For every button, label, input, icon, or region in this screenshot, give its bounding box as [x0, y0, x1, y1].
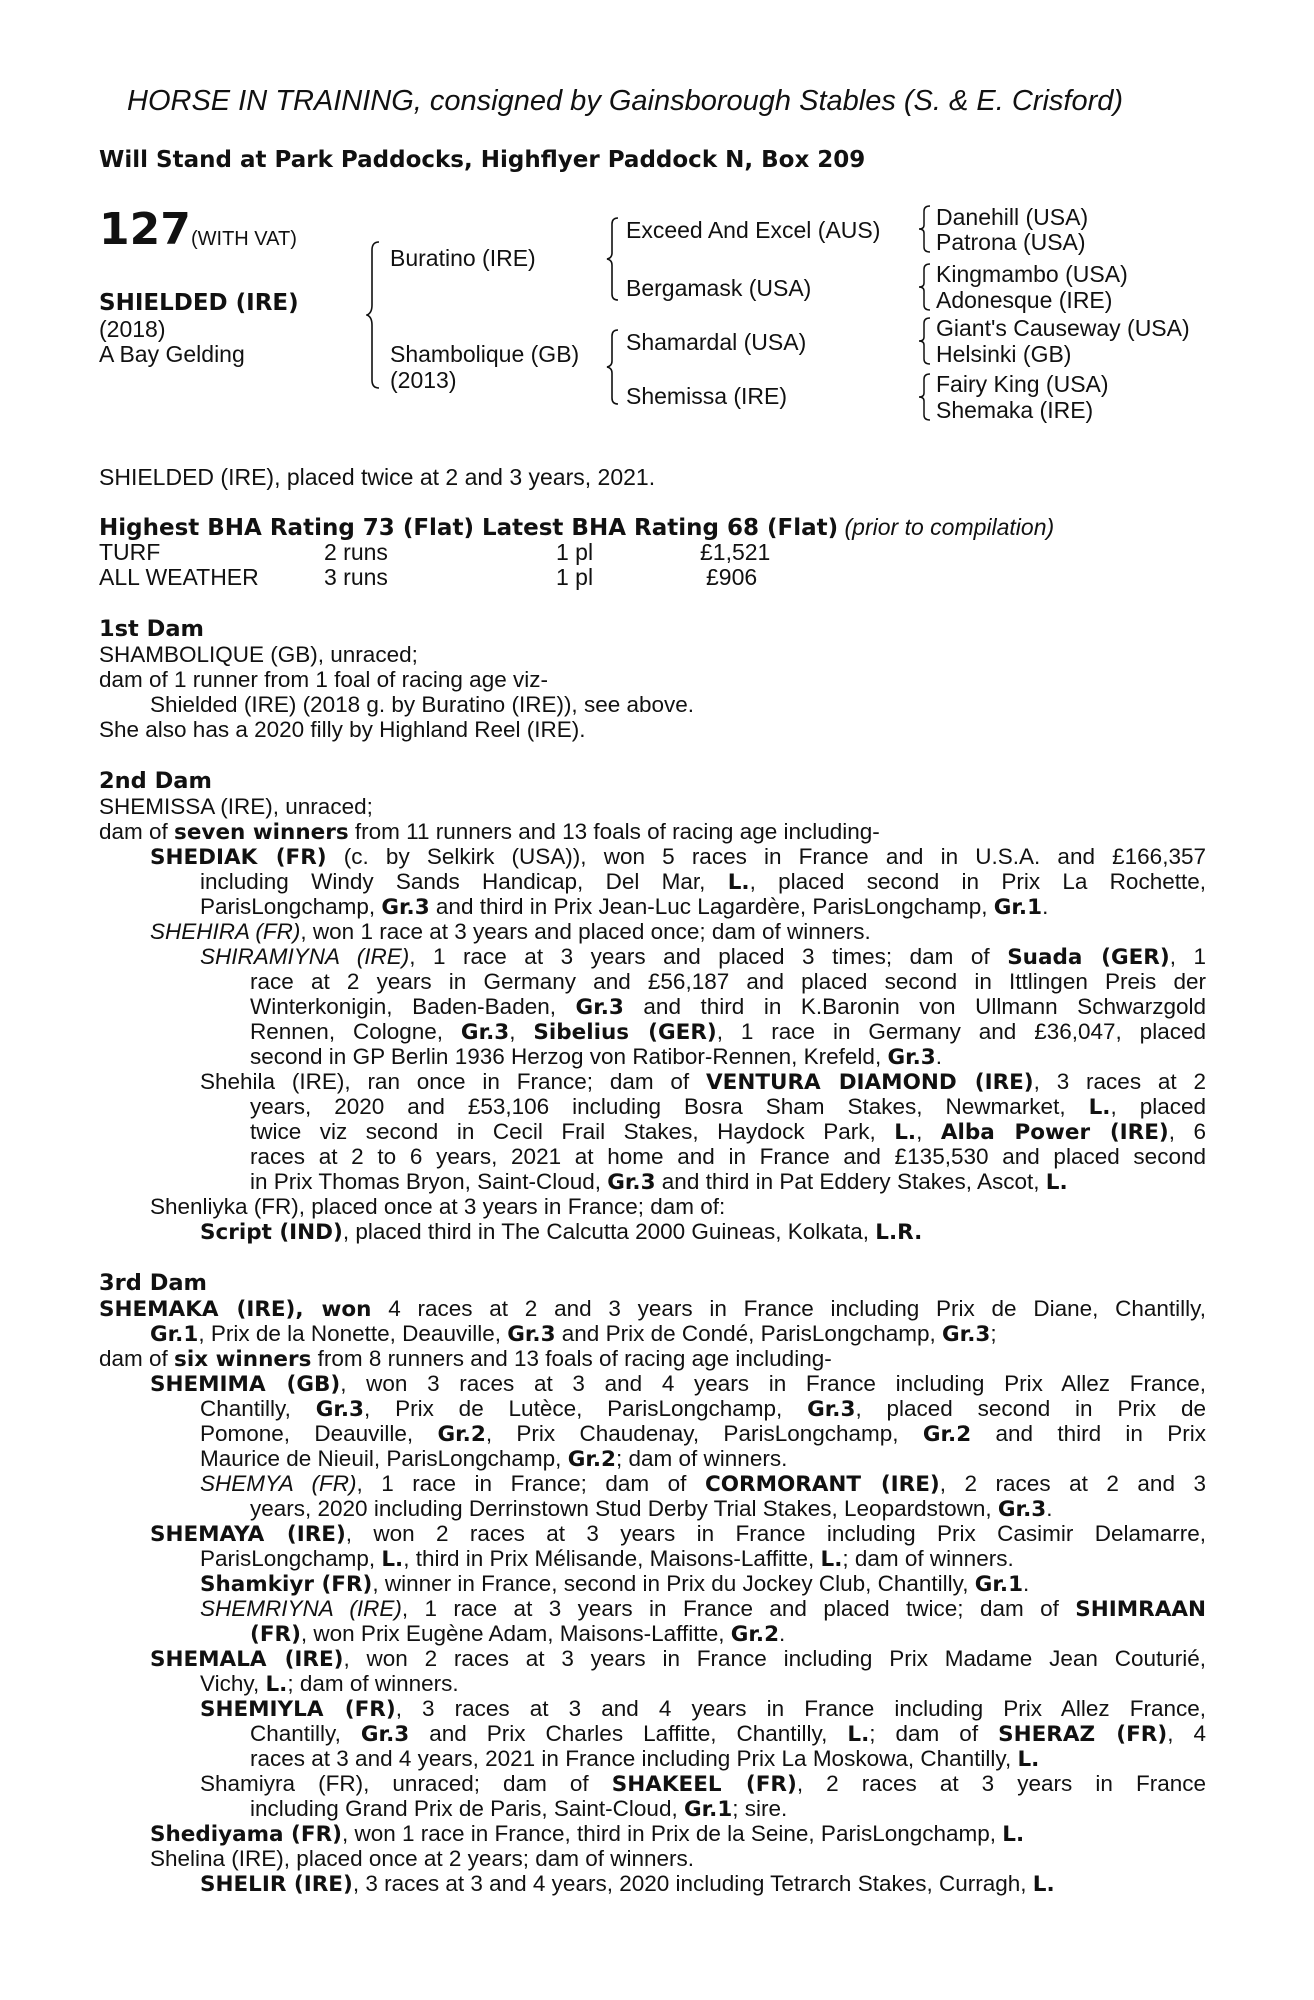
pedigree-brace-sire-dam — [366, 240, 382, 390]
second-dam-heading: 2nd Dam — [99, 768, 212, 794]
produce-entry-line: Shamiyra (FR), unraced; dam of SHAKEEL (FR), 2 races at 3 years in France — [200, 1771, 1206, 1797]
pedigree-brace-dam — [606, 328, 620, 406]
produce-entry-line: twice viz second in Cecil Frail Stakes, Haydock Park, L., Alba Power (IRE), 6 — [250, 1119, 1206, 1145]
ratings-runs-2: 3 runs — [324, 564, 388, 590]
pedigree-brace-g3 — [918, 316, 932, 366]
pedigree-ggp-8: Shemaka (IRE) — [936, 397, 1094, 423]
pedigree-ggp-4: Adonesque (IRE) — [936, 287, 1113, 313]
produce-entry-line: SHIRAMIYNA (IRE), 1 race at 3 years and placed 3 times; dam of Suada (GER), 1 — [200, 944, 1206, 970]
produce-entry-line: Script (IND), placed third in The Calcutta 2000 Guineas, Kolkata, L.R. — [200, 1219, 923, 1245]
produce-entry-line: SHELIR (IRE), 3 races at 3 and 4 years, 2020 including Tetrarch Stakes, Curragh, L. — [200, 1871, 1055, 1897]
produce-entry-line: Shenliyka (FR), placed once at 3 years in France; dam of: — [150, 1194, 726, 1219]
ratings-prize-1: £1,521 — [700, 539, 771, 565]
third-dam-line: SHEMAKA (IRE), won 4 races at 2 and 3 years in France including Prix de Diane, Chantilly, — [99, 1296, 1206, 1322]
produce-entry-line: ParisLongchamp, L., third in Prix Mélisande, Maisons-Laffitte, L.; dam of winners. — [200, 1546, 1014, 1572]
horse-description: A Bay Gelding — [99, 341, 245, 367]
produce-entry-line: Chantilly, Gr.3 and Prix Charles Laffitte, Chantilly, L.; dam of SHERAZ (FR), 4 — [250, 1721, 1206, 1747]
first-dam-line: Shielded (IRE) (2018 g. by Buratino (IRE)), see above. — [150, 692, 695, 717]
produce-entry-line: Shediyama (FR), won 1 race in France, third in Prix de la Seine, ParisLongchamp, L. — [150, 1821, 1025, 1847]
produce-entry-line: Vichy, L.; dam of winners. — [200, 1671, 459, 1697]
vat-label: (WITH VAT) — [191, 228, 297, 250]
pedigree-sire-sire: Exceed And Excel (AUS) — [626, 217, 881, 243]
third-dam-line: Gr.1, Prix de la Nonette, Deauville, Gr.3 and Prix de Condé, ParisLongchamp, Gr.3; — [150, 1321, 997, 1347]
third-dam-line: dam of six winners from 8 runners and 13 foals of racing age including- — [99, 1346, 832, 1372]
second-dam-line: SHEMISSA (IRE), unraced; — [99, 794, 373, 819]
pedigree-dam: Shambolique (GB) — [390, 341, 580, 367]
ratings-placed-1: 1 pl — [556, 539, 594, 565]
page-title: HORSE IN TRAINING, consigned by Gainsborough Stables (S. & E. Crisford) — [127, 85, 1124, 117]
produce-entry-line: Shelina (IRE), placed once at 2 years; dam of winners. — [150, 1846, 695, 1871]
pedigree-ggp-1: Danehill (USA) — [936, 204, 1089, 230]
produce-entry-line: including Windy Sands Handicap, Del Mar, L., placed second in Prix La Rochette, — [200, 869, 1206, 895]
produce-entry-line: SHEMYA (FR), 1 race in France; dam of CORMORANT (IRE), 2 races at 2 and 3 — [200, 1471, 1206, 1497]
pedigree-ggp-7: Fairy King (USA) — [936, 371, 1109, 397]
pedigree-dam-dam: Shemissa (IRE) — [626, 383, 788, 409]
pedigree-ggp-5: Giant's Causeway (USA) — [936, 315, 1190, 341]
pedigree-ggp-3: Kingmambo (USA) — [936, 261, 1128, 287]
stand-location: Will Stand at Park Paddocks, Highflyer Paddock N, Box 209 — [99, 147, 866, 173]
ratings-surface-1: TURF — [99, 539, 161, 565]
pedigree-sire-dam: Bergamask (USA) — [626, 275, 812, 301]
pedigree-dam-year: (2013) — [390, 367, 457, 393]
produce-entry-line: SHEMIMA (GB), won 3 races at 3 and 4 years in France including Prix Allez France, — [150, 1371, 1206, 1397]
pedigree-ggp-2: Patrona (USA) — [936, 229, 1086, 255]
produce-entry-line: Pomone, Deauville, Gr.2, Prix Chaudenay, ParisLongchamp, Gr.2 and third in Prix — [200, 1421, 1207, 1447]
produce-entry-line: Shamkiyr (FR), winner in France, second in Prix du Jockey Club, Chantilly, Gr.1. — [200, 1571, 1030, 1597]
produce-entry-line: races at 2 to 6 years, 2021 at home and in France and £135,530 and placed second — [250, 1144, 1206, 1169]
third-dam-heading: 3rd Dam — [99, 1270, 207, 1296]
pedigree-brace-g4 — [918, 372, 932, 422]
first-dam-line: SHAMBOLIQUE (GB), unraced; — [99, 642, 418, 667]
produce-entry-line: including Grand Prix de Paris, Saint-Cloud, Gr.1; sire. — [250, 1796, 788, 1822]
pedigree-brace-g2 — [918, 262, 932, 312]
produce-entry-line: years, 2020 including Derrinstown Stud Derby Trial Stakes, Leopardstown, Gr.3. — [250, 1496, 1053, 1522]
ratings-line — [99, 514, 1054, 541]
produce-entry-line: second in GP Berlin 1936 Herzog von Ratibor-Rennen, Krefeld, Gr.3. — [250, 1044, 943, 1070]
ratings-note: (prior to compilation) — [844, 514, 1055, 540]
produce-entry-line: Rennen, Cologne, Gr.3, Sibelius (GER), 1 race in Germany and £36,047, placed — [250, 1019, 1206, 1045]
pedigree-dam-sire: Shamardal (USA) — [626, 329, 807, 355]
produce-entry-line: Winterkonigin, Baden-Baden, Gr.3 and third in K.Baronin von Ullmann Schwarzgold — [250, 994, 1206, 1020]
ratings-runs-1: 2 runs — [324, 539, 388, 565]
produce-entry-line: SHEHIRA (FR), won 1 race at 3 years and placed once; dam of winners. — [150, 919, 871, 944]
produce-entry-line: ParisLongchamp, Gr.3 and third in Prix Jean-Luc Lagardère, ParisLongchamp, Gr.1. — [200, 894, 1049, 920]
pedigree-brace-g1 — [918, 204, 932, 254]
ratings-prize-2: £906 — [706, 564, 758, 590]
horse-name: SHIELDED (IRE) — [99, 290, 299, 316]
produce-entry-line: races at 3 and 4 years, 2021 in France including Prix La Moskowa, Chantilly, L. — [250, 1746, 1040, 1772]
race-summary: SHIELDED (IRE), placed twice at 2 and 3 years, 2021. — [99, 464, 656, 490]
pedigree-sire: Buratino (IRE) — [390, 245, 536, 271]
produce-entry-line: SHEMALA (IRE), won 2 races at 3 years in France including Prix Madame Jean Couturié, — [150, 1646, 1207, 1672]
produce-entry-line: race at 2 years in Germany and £56,187 and placed second in Ittlingen Preis der — [250, 969, 1206, 994]
produce-entry-line: Chantilly, Gr.3, Prix de Lutèce, ParisLongchamp, Gr.3, placed second in Prix de — [200, 1396, 1206, 1422]
ratings-placed-2: 1 pl — [556, 564, 594, 590]
produce-entry-line: SHEMAYA (IRE), won 2 races at 3 years in France including Prix Casimir Delamarre, — [150, 1521, 1207, 1547]
second-dam-line: dam of seven winners from 11 runners and 13 foals of racing age including- — [99, 819, 880, 845]
produce-entry-line: years, 2020 and £53,106 including Bosra Sham Stakes, Newmarket, L., placed — [250, 1094, 1207, 1120]
horse-year: (2018) — [99, 316, 166, 342]
ratings-surface-2: ALL WEATHER — [99, 564, 259, 590]
lot-number: 127 — [99, 204, 191, 255]
first-dam-line: dam of 1 runner from 1 foal of racing age viz- — [99, 667, 548, 692]
pedigree-brace-sire — [606, 216, 620, 302]
produce-entry-line: (FR), won Prix Eugène Adam, Maisons-Laffitte, Gr.2. — [250, 1621, 786, 1647]
produce-entry-line: Maurice de Nieuil, ParisLongchamp, Gr.2; dam of winners. — [200, 1446, 788, 1472]
produce-entry-line: SHEMRIYNA (IRE), 1 race at 3 years in France and placed twice; dam of SHIMRAAN — [200, 1596, 1206, 1622]
ratings-heading: Highest BHA Rating 73 (Flat) Latest BHA Rating 68 (Flat) — [99, 515, 839, 541]
first-dam-heading: 1st Dam — [99, 616, 204, 642]
first-dam-line: She also has a 2020 filly by Highland Reel (IRE). — [99, 717, 586, 742]
produce-entry-line: Shehila (IRE), ran once in France; dam of VENTURA DIAMOND (IRE), 3 races at 2 — [200, 1069, 1206, 1095]
produce-entry-line: in Prix Thomas Bryon, Saint-Cloud, Gr.3 and third in Pat Eddery Stakes, Ascot, L. — [250, 1169, 1068, 1195]
produce-entry-line: SHEMIYLA (FR), 3 races at 3 and 4 years in France including Prix Allez France, — [200, 1696, 1206, 1722]
pedigree-ggp-6: Helsinki (GB) — [936, 341, 1072, 367]
produce-entry-line: SHEDIAK (FR) (c. by Selkirk (USA)), won 5 races in France and in U.S.A. and £166,357 — [150, 844, 1206, 870]
